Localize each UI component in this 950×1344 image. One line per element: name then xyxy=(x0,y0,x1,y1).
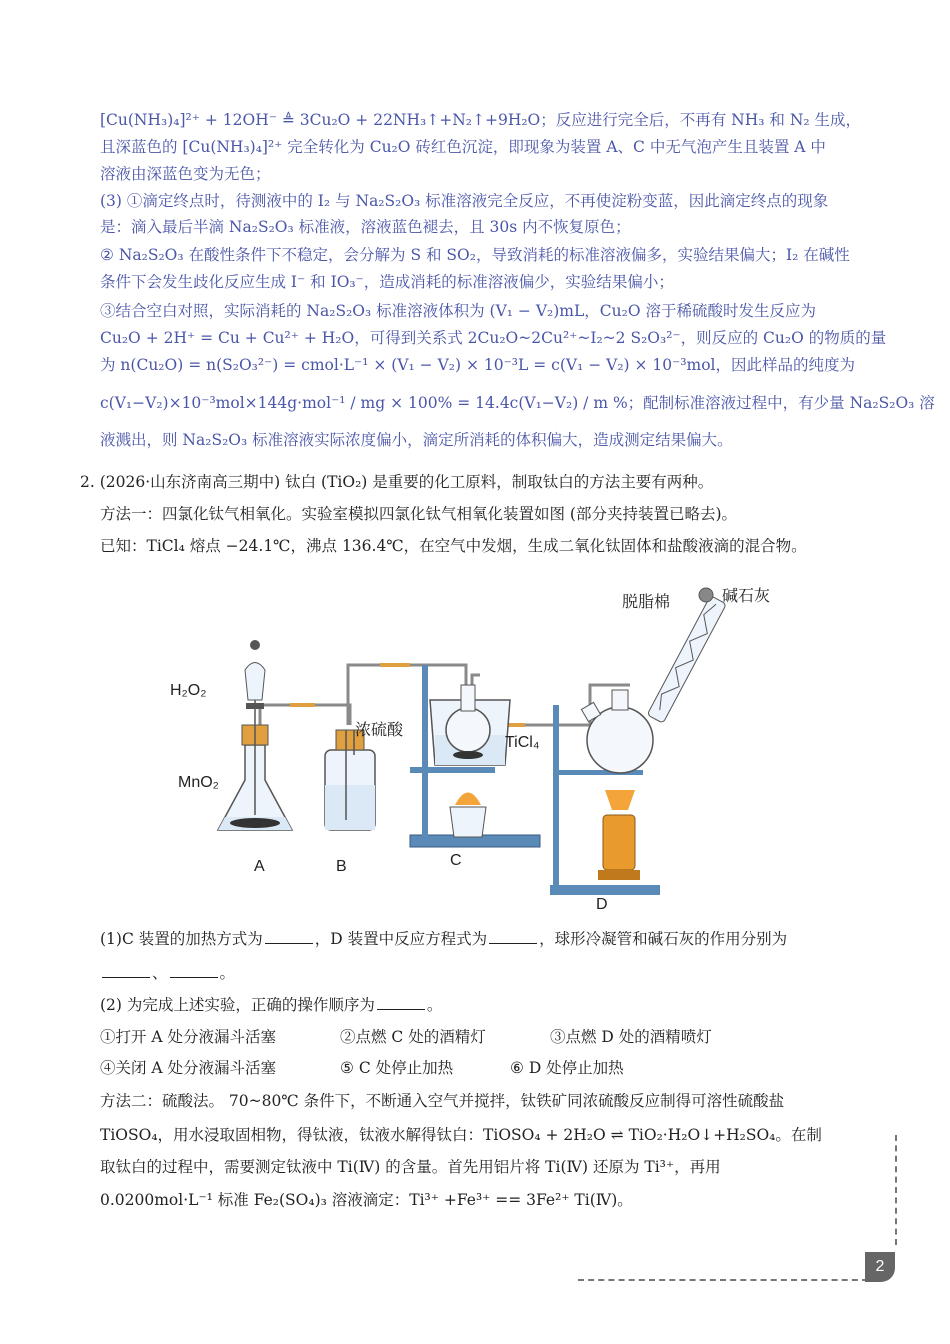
solution-line: (3) ①滴定终点时，待测液中的 I₂ 与 Na₂S₂O₃ 标准溶液完全反应，不再使淀粉变蓝，因此滴定终点的现象 xyxy=(100,192,829,210)
page-border-vertical xyxy=(895,1135,897,1245)
q2-line xyxy=(100,994,890,1016)
solution-line: 且深蓝色的 [Cu(NH₃)₄]²⁺ 完全转化为 Cu₂O 砖红色沉淀，即现象为装置 A、C 中无气泡产生且装置 A 中 xyxy=(100,138,826,156)
q1-line2 xyxy=(100,962,890,984)
answer-blank[interactable] xyxy=(265,943,313,944)
method2-line: 0.0200mol·L⁻¹ 标准 Fe₂(SO₄)₃ 溶液滴定：Ti³⁺ +Fe³⁺ == 3Fe²⁺ Ti(Ⅳ)。 xyxy=(100,1191,633,1209)
label-c: C xyxy=(450,852,462,869)
method2-line: 取钛白的过程中，需要测定钛液中 Ti(Ⅳ) 的含量。首先用铝片将 Ti(Ⅳ) 还原为 Ti³⁺，再用 xyxy=(100,1158,721,1176)
label-d: D xyxy=(596,896,608,913)
q2-text-a: (2) 为完成上述实验，正确的操作顺序为 xyxy=(100,996,375,1014)
label-b: B xyxy=(336,858,347,875)
known-text: 已知：TiCl₄ 熔点 −24.1℃，沸点 136.4℃，在空气中发烟，生成二氧化钛固体和盐酸液滴的混合物。 xyxy=(100,537,807,555)
solution-line: Cu₂O + 2H⁺ = Cu + Cu²⁺ + H₂O，可得到关系式 2Cu₂O~2Cu²⁺~I₂~2 S₂O₃²⁻，则反应的 Cu₂O 的物质的量 xyxy=(100,329,887,347)
solution-line: 条件下会发生歧化反应生成 I⁻ 和 IO₃⁻，造成消耗的标准溶液偏少，实验结果偏小； xyxy=(100,273,674,291)
apparatus-figure xyxy=(150,575,810,920)
options-row2 xyxy=(100,1057,890,1079)
answer-blank[interactable] xyxy=(489,943,537,944)
solution-line-fraction: c(V₁−V₂)×10⁻³mol×144g·mol⁻¹ / mg × 100% = 14.4c(V₁−V₂) / m %；配制标准溶液过程中，有少量 Na₂S₂O₃ 溶 xyxy=(100,394,935,412)
option: ④关闭 A 处分液漏斗活塞 xyxy=(100,1059,277,1077)
option: ①打开 A 处分液漏斗活塞 xyxy=(100,1028,277,1046)
label-mno2: MnO₂ xyxy=(178,774,219,791)
question-header: 2. (2026·山东济南高三期中) 钛白 (TiO₂) 是重要的化工原料，制取钛白的方法主要有两种。 xyxy=(80,473,714,491)
solution-line: 液溅出，则 Na₂S₂O₃ 标准溶液实际浓度偏小，滴定所消耗的体积偏大，造成测定结果偏大。 xyxy=(100,431,733,449)
option: ③点燃 D 处的酒精喷灯 xyxy=(550,1028,712,1046)
answer-blank[interactable] xyxy=(102,977,150,978)
method2-line: 方法二：硫酸法。 70~80℃ 条件下，不断通入空气并搅拌，钛铁矿同浓硫酸反应制得可溶性硫酸盐 xyxy=(100,1092,785,1110)
label-cotton: 脱脂棉 xyxy=(622,594,671,611)
solution-line: ③结合空白对照，实际消耗的 Na₂S₂O₃ 标准溶液体积为 (V₁ − V₂)mL，Cu₂O 溶于稀硫酸时发生反应为 xyxy=(100,302,816,320)
option: ②点燃 C 处的酒精灯 xyxy=(340,1028,486,1046)
method2-line: TiOSO₄，用水浸取固相物，得钛液，钛液水解得钛白：TiOSO₄ + 2H₂O ⇌ TiO₂·H₂O↓+H₂SO₄。在制 xyxy=(100,1126,822,1144)
answer-blank[interactable] xyxy=(377,1009,425,1010)
option: ⑤ C 处停止加热 xyxy=(340,1059,454,1077)
apparatus-c xyxy=(410,665,540,847)
q1-text-b: ，D 装置中反应方程式为 xyxy=(314,930,488,948)
page-border-horizontal xyxy=(578,1279,868,1281)
apparatus-d xyxy=(550,588,726,895)
page-number: 2 xyxy=(865,1252,895,1282)
q1-text-e: 。 xyxy=(219,964,236,982)
answer-blank[interactable] xyxy=(170,977,218,978)
q1-text-c: ，球形冷凝管和碱石灰的作用分别为 xyxy=(539,930,788,948)
solution-line: 溶液由深蓝色变为无色； xyxy=(100,165,271,183)
solution-line: ② Na₂S₂O₃ 在酸性条件下不稳定，会分解为 S 和 SO₂，导致消耗的标准溶液偏多，实验结果偏大；I₂ 在碱性 xyxy=(100,246,850,264)
q1-line1 xyxy=(100,928,890,950)
solution-line: [Cu(NH₃)₄]²⁺ + 12OH⁻ ≜ 3Cu₂O + 22NH₃↑+N₂↑+9H₂O；反应进行完全后，不再有 NH₃ 和 N₂ 生成， xyxy=(100,111,862,129)
option: ⑥ D 处停止加热 xyxy=(510,1059,624,1077)
method1-text: 方法一：四氯化钛气相氧化。实验室模拟四氯化钛气相氧化装置如图 (部分夹持装置已略去)。 xyxy=(100,505,738,523)
label-conc-acid: 浓硫酸 xyxy=(355,722,404,739)
q2-text-b: 。 xyxy=(426,996,443,1014)
q1-text-a: (1)C 装置的加热方式为 xyxy=(100,930,263,948)
label-ticl4: TiCl₄ xyxy=(505,734,540,751)
label-soda-lime: 碱石灰 xyxy=(722,588,771,605)
bottle-b xyxy=(325,730,375,830)
label-a: A xyxy=(254,858,265,875)
options-row1 xyxy=(100,1026,890,1048)
flask-a xyxy=(218,640,292,830)
solution-line: 是：滴入最后半滴 Na₂S₂O₃ 标准液，溶液蓝色褪去，且 30s 内不恢复原色； xyxy=(100,218,631,236)
label-h2o2: H₂O₂ xyxy=(170,682,207,699)
solution-line: 为 n(Cu₂O) = n(S₂O₃²⁻) = cmol·L⁻¹ × (V₁ − V₂) × 10⁻³L = c(V₁ − V₂) × 10⁻³mol，因此样品的纯度为 xyxy=(100,356,856,374)
q1-text-d: 、 xyxy=(152,964,168,982)
